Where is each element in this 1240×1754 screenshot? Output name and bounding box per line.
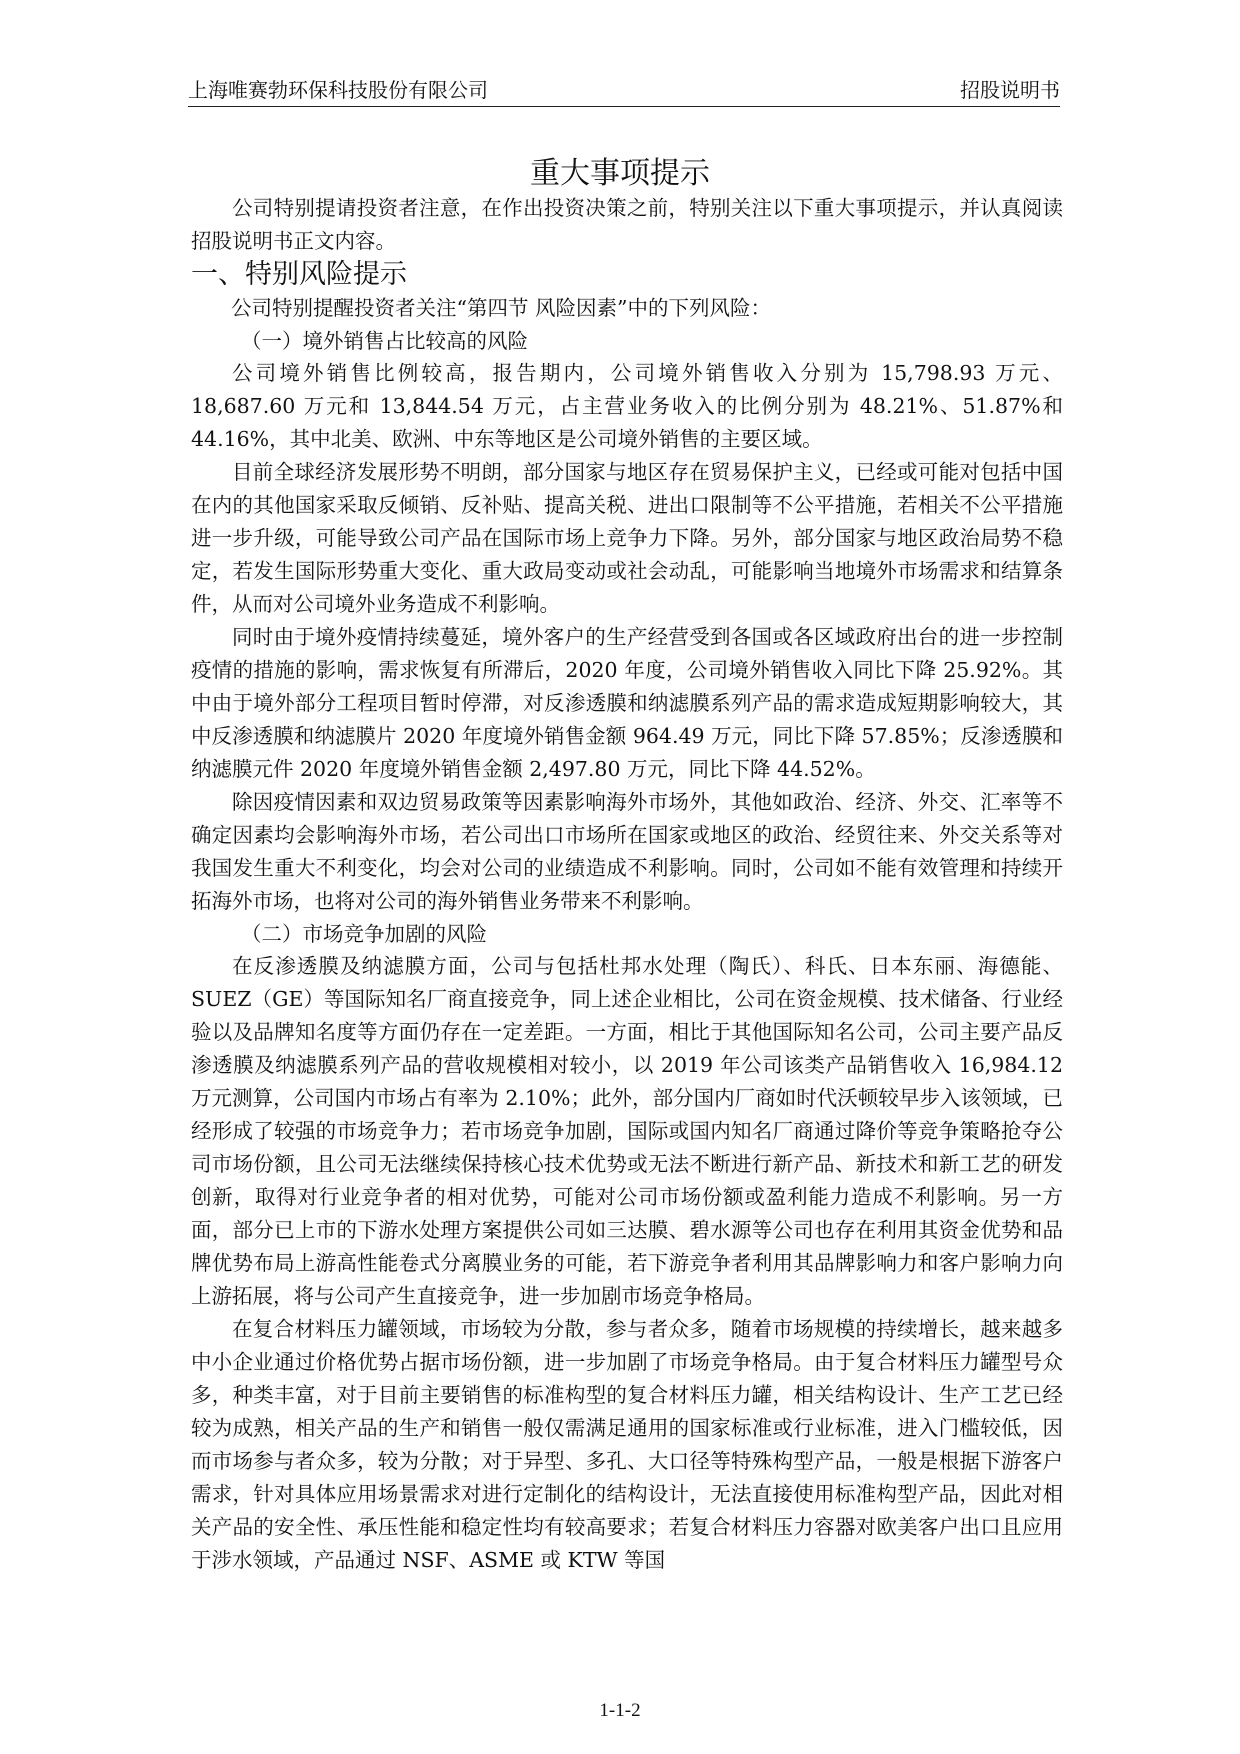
document-body bbox=[191, 192, 1063, 1577]
page-number: 1-1-2 bbox=[599, 1700, 641, 1721]
risk1-paragraph: 目前全球经济发展形势不明朗，部分国家与地区存在贸易保护主义，已经或可能对包括中国在内的其他国家采取反倾销、反补贴、提高关税、进出口限制等不公平措施，若相关不公平措施进一步升级，可能导致公司产品在国际市场上竞争力下降。另外，部分国家与地区政治局势不稳定，若发生国际形势重大变化、重大政局变动或社会动乱，可能影响当地境外市场需求和结算条件，从而对公司境外业务造成不利影响。 bbox=[191, 460, 1063, 616]
page-title: 重大事项提示 bbox=[530, 156, 710, 191]
page-header bbox=[188, 76, 1060, 107]
intro-paragraph: 公司特别提请投资者注意，在作出投资决策之前，特别关注以下重大事项提示，并认真阅读招股说明书正文内容。 bbox=[191, 196, 1063, 253]
risk-heading-overseas-sales: （一）境外销售占比较高的风险 bbox=[241, 329, 528, 353]
company-name: 上海唯赛勃环保科技股份有限公司 bbox=[188, 78, 488, 102]
risk1-paragraph: 公司境外销售比例较高，报告期内，公司境外销售收入分别为 15,798.93 万元、18,687.60 万元和 13,844.54 万元，占主营业务收入的比例分别为 48.21%、51.87%和 44.16%，其中北美、欧洲、中东等地区是公司境外销售的主要区域。 bbox=[191, 361, 1063, 451]
risk2-paragraph: 在反渗透膜及纳滤膜方面，公司与包括杜邦水处理（陶氏）、科氏、日本东丽、海德能、SUEZ（GE）等国际知名厂商直接竞争，同上述企业相比，公司在资金规模、技术储备、行业经验以及品牌知名度等方面仍存在一定差距。一方面，相比于其他国际知名公司，公司主要产品反渗透膜及纳滤膜系列产品的营收规模相对较小，以 2019 年公司该类产品销售收入 16,984.12 万元测算，公司国内市场占有率为 2.10%；此外，部分国内厂商如时代沃顿较早步入该领域，已经形成了较强的市场竞争力；若市场竞争加剧，国际或国内知名厂商通过降价等竞争策略抢夺公司市场份额，且公司无法继续保持核心技术优势或无法不断进行新产品、新技术和新工艺的研发创新，取得对行业竞争者的相对优势，可能对公司市场份额或盈利能力造成不利影响。另一方面，部分已上市的下游水处理方案提供公司如三达膜、碧水源等公司也存在利用其资金优势和品牌优势布局上游高性能卷式分离膜业务的可能，若下游竞争者利用其品牌影响力和客户影响力向上游拓展，将与公司产生直接竞争，进一步加剧市场竞争格局。 bbox=[191, 954, 1063, 1308]
risk2-paragraph: 在复合材料压力罐领域，市场较为分散，参与者众多，随着市场规模的持续增长，越来越多中小企业通过价格优势占据市场份额，进一步加剧了市场竞争格局。由于复合材料压力罐型号众多，种类丰富，对于目前主要销售的标准构型的复合材料压力罐，相关结构设计、生产工艺已经较为成熟，相关产品的生产和销售一般仅需满足通用的国家标准或行业标准，进入门槛较低，因而市场参与者众多，较为分散；对于异型、多孔、大口径等特殊构型产品，一般是根据下游客户需求，针对具体应用场景需求对进行定制化的结构设计，无法直接使用标准构型产品，因此对相关产品的安全性、承压性能和稳定性均有较高要求；若复合材料压力容器对欧美客户出口且应用于涉水领域，产品通过 NSF、ASME 或 KTW 等国 bbox=[191, 1317, 1063, 1572]
section-heading-special-risk: 一、特别风险提示 bbox=[191, 259, 407, 290]
risk1-paragraph: 除因疫情因素和双边贸易政策等因素影响海外市场外，其他如政治、经济、外交、汇率等不确定因素均会影响海外市场，若公司出口市场所在国家或地区的政治、经贸往来、外交关系等对我国发生重大不利变化，均会对公司的业绩造成不利影响。同时，公司如不能有效管理和持续开拓海外市场，也将对公司的海外销售业务带来不利影响。 bbox=[191, 790, 1063, 913]
risk1-paragraph: 同时由于境外疫情持续蔓延，境外客户的生产经营受到各国或各区域政府出台的进一步控制疫情的措施的影响，需求恢复有所滞后，2020 年度，公司境外销售收入同比下降 25.92%。其中由于境外部分工程项目暂时停滞，对反渗透膜和纳滤膜系列产品的需求造成短期影响较大，其中反渗透膜和纳滤膜片 2020 年度境外销售金额 964.49 万元，同比下降 57.85%；反渗透膜和纳滤膜元件 2020 年度境外销售金额 2,497.80 万元，同比下降 44.52%。 bbox=[191, 625, 1063, 781]
document-type: 招股说明书 bbox=[960, 78, 1060, 102]
risk-heading-market-competition: （二）市场竞争加剧的风险 bbox=[241, 922, 487, 946]
section-lead: 公司特别提醒投资者关注“第四节 风险因素”中的下列风险： bbox=[231, 296, 771, 320]
